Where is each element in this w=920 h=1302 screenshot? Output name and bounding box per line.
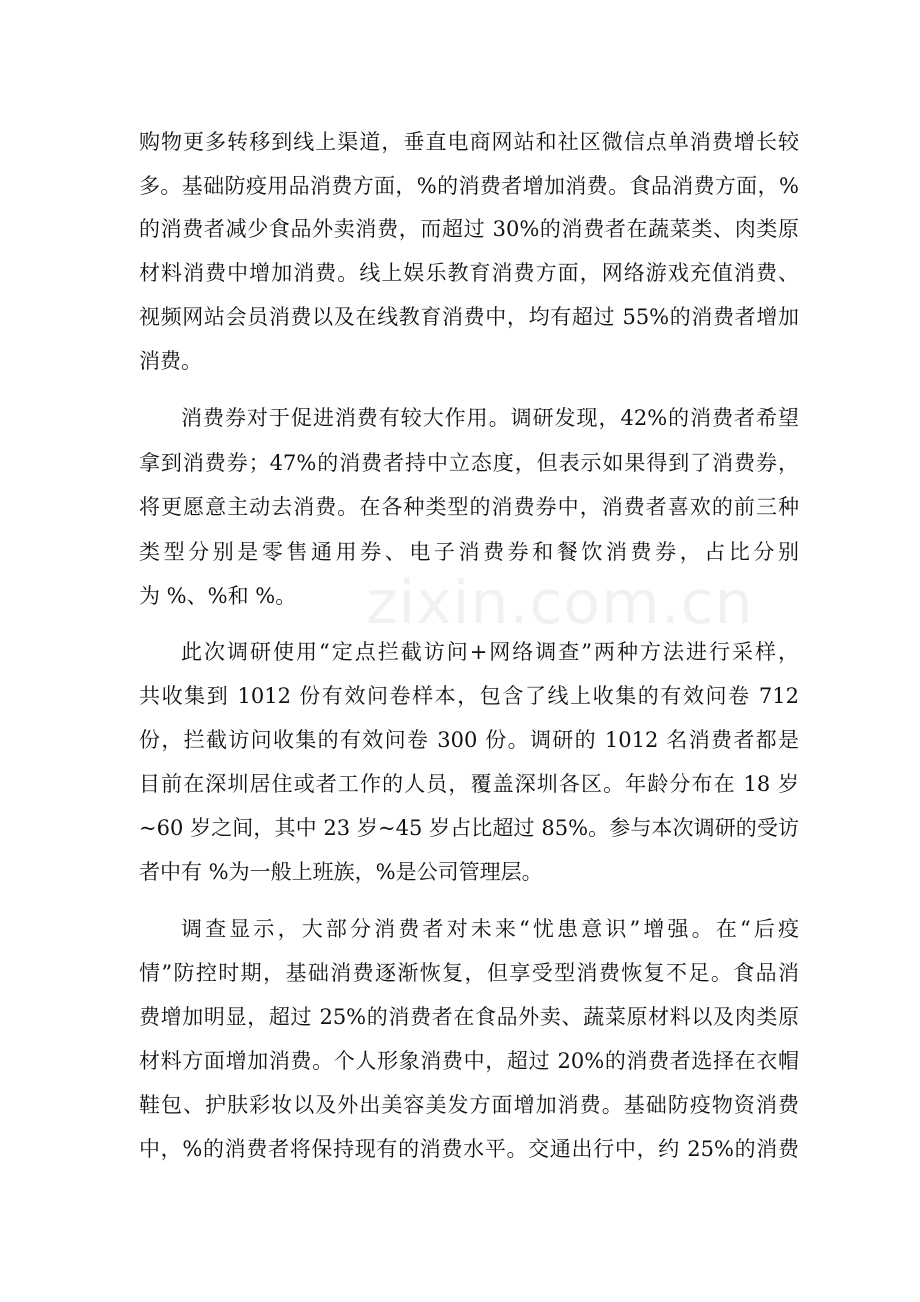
paragraph-first-line: 调查显示，大部分消费者对未来“忧患意识”增强。在“后疫 bbox=[181, 917, 799, 941]
text-line: 份，拦截访问收集的有效问卷 300 份。调研的 1012 名消费者都是 bbox=[139, 728, 799, 752]
watermark: zixin.com.cn bbox=[366, 568, 754, 638]
text-line: 为 %、%和 %。 bbox=[139, 584, 297, 608]
text-line: 将更愿意主动去消费。在各种类型的消费券中，消费者喜欢的前三种 bbox=[139, 495, 799, 519]
text-line: 材料消费中增加消费。线上娱乐教育消费方面，网络游戏充值消费、 bbox=[139, 261, 799, 285]
text-line: 的消费者减少食品外卖消费，而超过 30%的消费者在蔬菜类、肉类原 bbox=[139, 217, 799, 241]
text-line: 共收集到 1012 份有效问卷样本，包含了线上收集的有效问卷 712 bbox=[139, 684, 799, 708]
text-line: 多。基础防疫用品消费方面，%的消费者增加消费。食品消费方面，% bbox=[139, 174, 799, 198]
text-line: 情”防控时期，基础消费逐渐恢复，但享受型消费恢复不足。食品消 bbox=[139, 961, 799, 985]
text-line: 鞋包、护肤彩妆以及外出美容美发方面增加消费。基础防疫物资消费 bbox=[139, 1093, 799, 1117]
text-line: 拿到消费券；47%的消费者持中立态度，但表示如果得到了消费券， bbox=[139, 451, 799, 475]
text-line: 视频网站会员消费以及在线教育消费中，均有超过 55%的消费者增加 bbox=[139, 305, 799, 329]
paragraph-first-line: 此次调研使用“定点拦截访问+网络调查”两种方法进行采样， bbox=[181, 640, 799, 664]
paragraph-first-line: 消费券对于促进消费有较大作用。调研发现，42%的消费者希望 bbox=[181, 406, 799, 430]
text-line: 目前在深圳居住或者工作的人员，覆盖深圳各区。年龄分布在 18 岁 bbox=[139, 772, 799, 796]
text-line: 材料方面增加消费。个人形象消费中，超过 20%的消费者选择在衣帽 bbox=[139, 1049, 799, 1073]
text-line: 者中有 %为一般上班族，%是公司管理层。 bbox=[139, 860, 543, 884]
text-line: 费增加明显，超过 25%的消费者在食品外卖、蔬菜原材料以及肉类原 bbox=[139, 1005, 799, 1029]
text-line: 消费。 bbox=[139, 349, 202, 373]
text-line: 类型分别是零售通用券、电子消费券和餐饮消费券，占比分别 bbox=[139, 540, 799, 564]
text-line: 购物更多转移到线上渠道，垂直电商网站和社区微信点单消费增长较 bbox=[139, 130, 799, 154]
text-line: 中，%的消费者将保持现有的消费水平。交通出行中，约 25%的消费 bbox=[139, 1137, 799, 1161]
text-line: ~60 岁之间，其中 23 岁~45 岁占比超过 85%。参与本次调研的受访 bbox=[139, 816, 799, 840]
